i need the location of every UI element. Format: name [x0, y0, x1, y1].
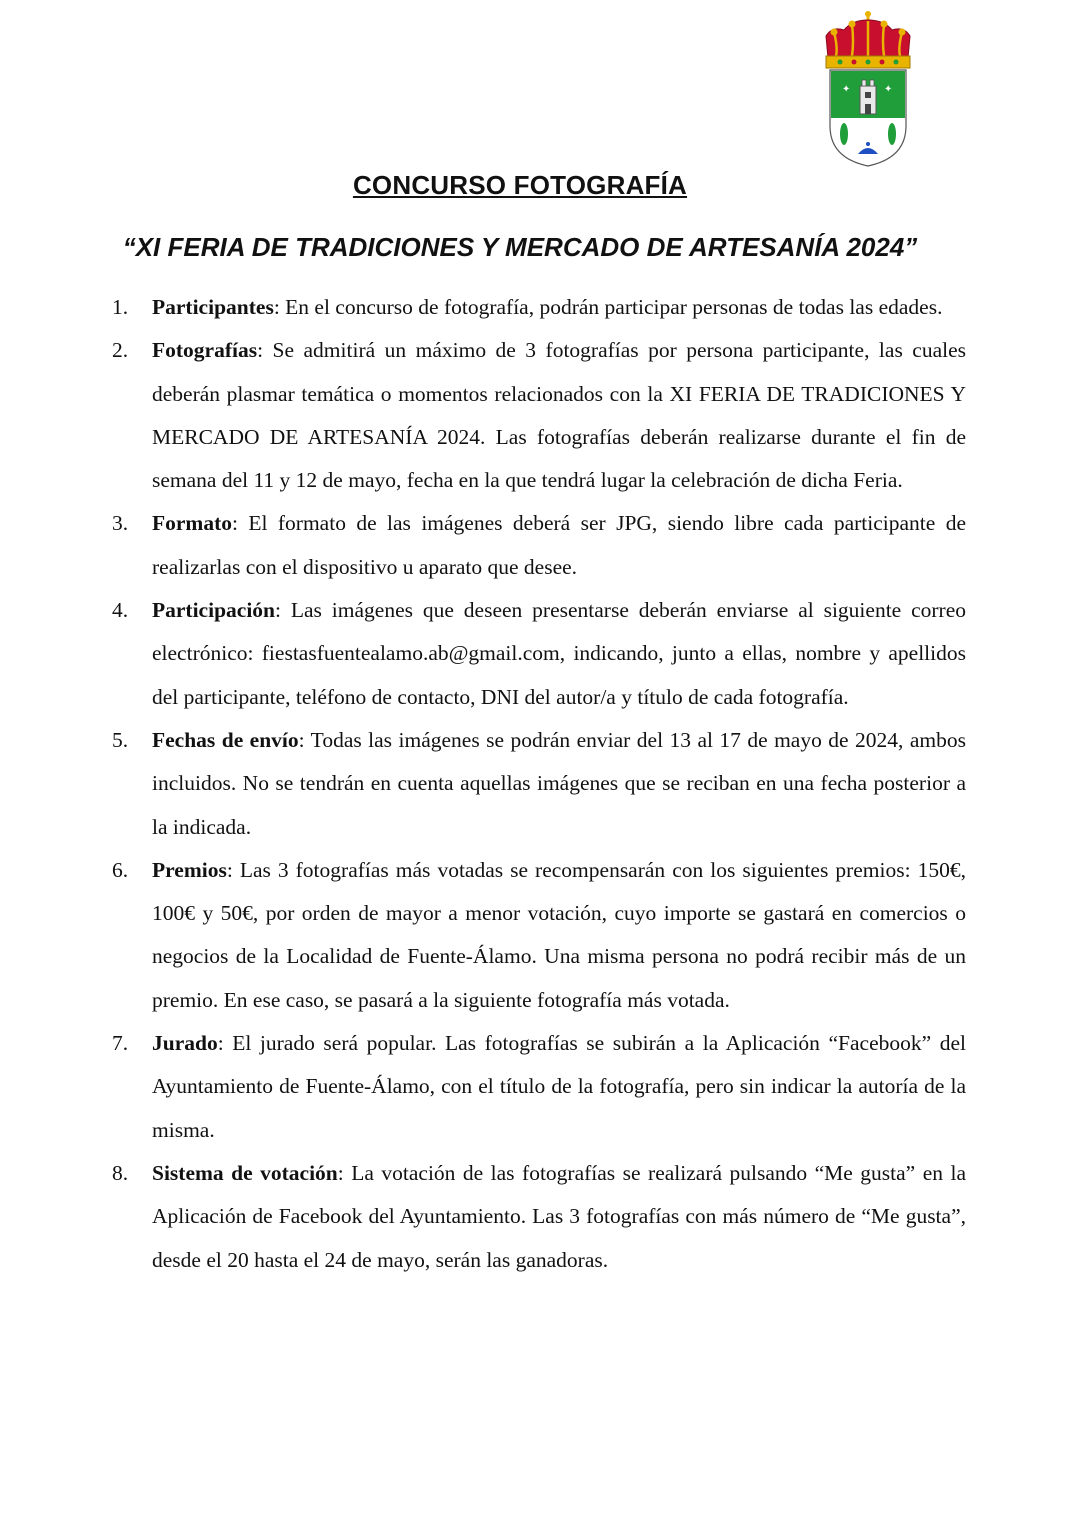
item-text: : Todas las imágenes se podrán enviar del 13 al 17 de mayo de 2024, ambos incluidos. No se tendrán en cuenta aquellas imágenes que se reciban en una fecha posterior a la indicada. [152, 727, 966, 839]
document-subtitle: “XI FERIA DE TRADICIONES Y MERCADO DE ARTESANÍA 2024” [122, 232, 918, 262]
document-title: CONCURSO FOTOGRAFÍA [352, 170, 688, 200]
item-label: Participantes [152, 295, 274, 319]
svg-text:✦: ✦ [884, 84, 893, 95]
list-item [108, 329, 966, 502]
list-item [108, 1152, 966, 1282]
list-item [108, 719, 966, 849]
item-text: : Las imágenes que deseen presentarse deberán enviarse al siguiente correo electrónico: fiestasfuentealamo.ab@gmail.com, indicando, junto a ellas, nombre y apellidos del participante, teléfono de contacto, DNI del autor/a y título de cada fotografía. [152, 598, 966, 709]
item-number: 3. [112, 511, 129, 536]
item-label: Formato [152, 511, 232, 536]
list-item [108, 849, 966, 1022]
item-label: Fotografías [152, 338, 258, 363]
item-text: : Se admitirá un máximo de 3 fotografías por persona participante, las cuales deberán plasmar temática o momentos relacionados con la XI FERIA DE TRADICIONES Y MERCADO DE ARTESANÍA 2024. Las fotografías deberán realizarse durante el fin de semana del 11 y 12 de mayo, fecha en la que tendrá lugar la celebración de dicha Feria. [152, 338, 966, 493]
item-label: Sistema de votación [152, 1160, 338, 1185]
item-text: : La votación de las fotografías se realizará pulsando “Me gusta” en la Aplicación de Facebook del Ayuntamiento. Las 3 fotografías con más número de “Me gusta”, desde el 20 hasta el 24 de mayo, serán las ganadoras. [152, 1160, 966, 1272]
item-label: Fechas de envío [152, 727, 299, 752]
list-item [108, 502, 966, 589]
list-item [108, 286, 966, 329]
item-label: Premios [152, 857, 227, 882]
item-number: 6. [112, 857, 129, 882]
item-label: Participación [152, 598, 276, 623]
item-label: Jurado [152, 1031, 218, 1056]
item-text: : Las 3 fotografías más votadas se recompensarán con los siguientes premios: 150€, 100€ y 50€, por orden de mayor a menor votación, cuyo importe se gastará en comercios o negocios de la Localidad de Fuente-Álamo. Una misma persona no podrá recibir más de un premio. En ese caso, se pasará a la siguiente fotografía más votada. [152, 857, 966, 1012]
rules-list [108, 286, 966, 1282]
list-item [108, 589, 966, 719]
item-text: : En el concurso de fotografía, podrán participar personas de todas las edades. [273, 295, 943, 319]
coat-of-arms-icon [822, 8, 914, 168]
item-number: 7. [112, 1031, 129, 1056]
svg-text:✦: ✦ [842, 84, 851, 95]
list-item [108, 1022, 966, 1152]
item-text: : El formato de las imágenes deberá ser JPG, siendo libre cada participante de realizarlas con el dispositivo u aparato que desee. [152, 511, 966, 579]
item-text: : El jurado será popular. Las fotografías se subirán a la Aplicación “Facebook” del Ayuntamiento de Fuente-Álamo, con el título de la fotografía, pero sin indicar la autoría de la misma. [152, 1031, 966, 1142]
item-number: 1. [112, 295, 129, 319]
item-number: 5. [112, 727, 129, 752]
item-number: 8. [112, 1160, 129, 1185]
item-number: 2. [112, 338, 129, 363]
item-number: 4. [112, 598, 129, 623]
